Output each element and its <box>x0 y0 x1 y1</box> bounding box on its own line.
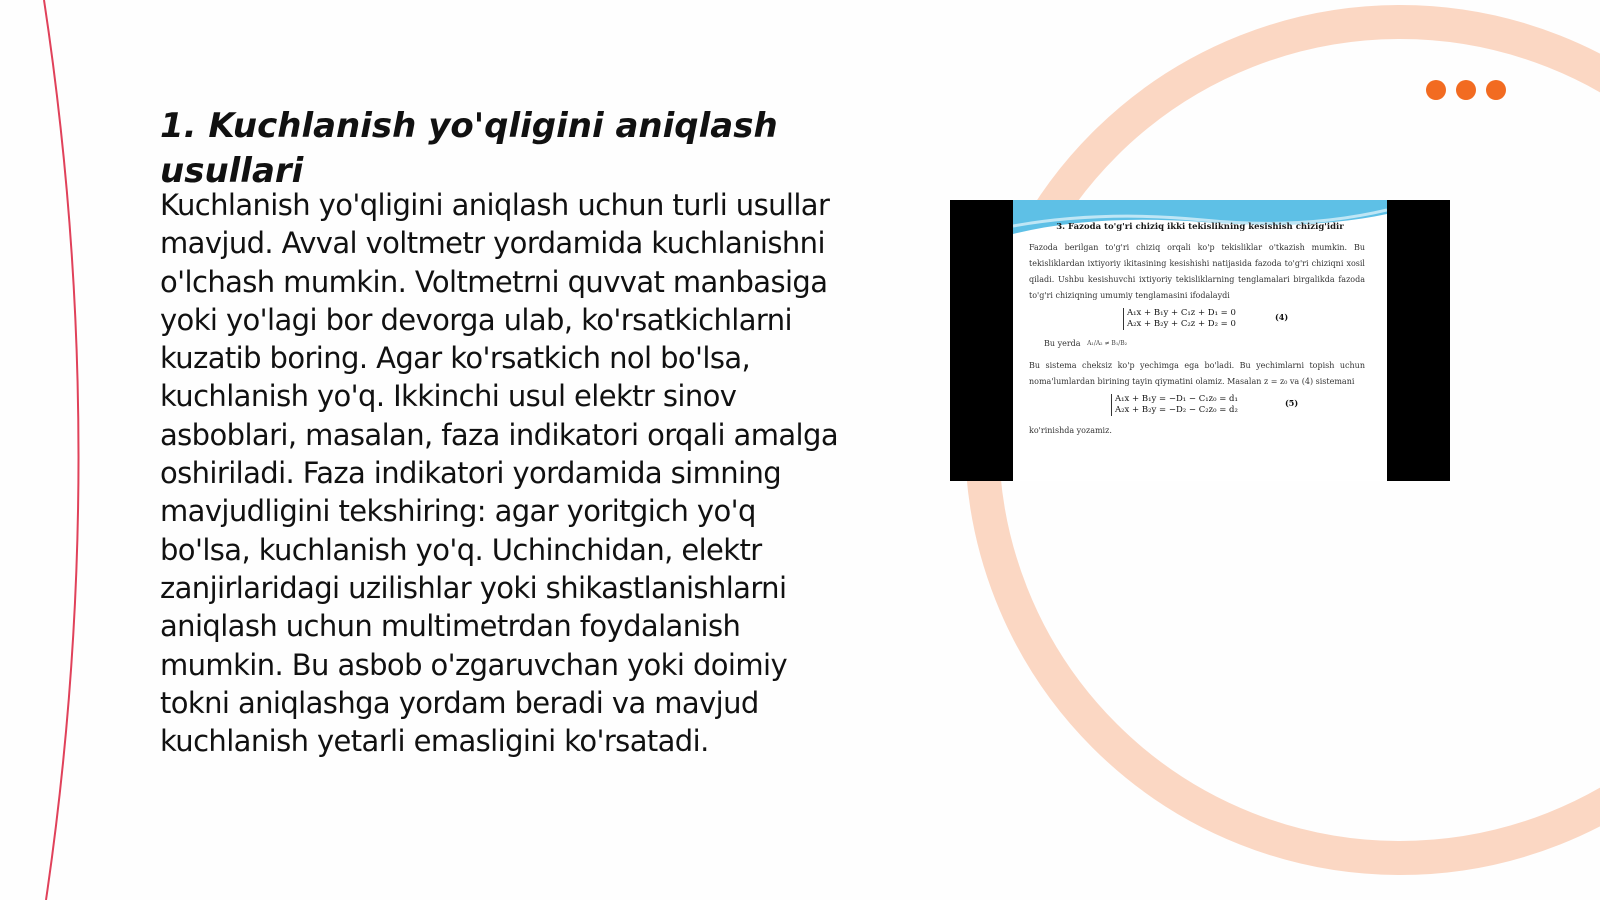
equation-system-5 <box>1013 394 1387 416</box>
slide-body-text: Kuchlanish yo'qligini aniqlash uchun turli usullar mavjud. Avval voltmetr yordamida kuchlanishni o'lchash mumkin. Voltmetrni quvvat manbasiga yoki yo'lagi bor devorga ulab, ko'rsatkichlarni kuzatib boring. Agar ko'rsatkich nol bo'lsa, kuchlanish yo'q. Ikkinchi usul elektr sinov asboblari, masalan, faza indikatori orqali amalga oshiriladi. Faza indikatori yordamida simning mavjudligini tekshiring: agar yoritgich yo'q bo'lsa, kuchlanish yo'q. Uchinchidan, elektr zanjirlaridagi uzilishlar yoki shikastlanishlarni aniqlash uchun multimetrdan foydalanish mumkin. Bu asbob o'zgaruvchan yoki doimiy tokni aniqlashga yordam beradi va mavjud kuchlanish yetarli emasligini ko'rsatadi. <box>160 188 838 759</box>
document-closing-text: ko'rinishda yozamiz. <box>1029 426 1112 435</box>
equation-system-4 <box>1013 308 1387 330</box>
equation-1-line-2: A₂x + B₂y + C₂z + D₂ = 0 <box>1127 319 1236 329</box>
document-page-image <box>1013 200 1387 481</box>
document-paragraph-1: Fazoda berilgan to'g'ri chiziq orqali ko'p tekisliklar o'tkazish mumkin. Bu tekisliklardan ixtiyoriy ikitasining kesishishi natijasida fazoda to'g'ri chiziqni xosil qiladi. Ushbu kesishuvchi ixtiyoriy tekisliklarning tenglamalari birgalikda fazoda to'g'ri chiziqning umumiy tenglamasini ifodalaydi <box>1029 243 1365 300</box>
equation-1-line-1: A₁x + B₁y + C₁z + D₁ = 0 <box>1127 308 1236 318</box>
bu-yerda-label: Bu yerda <box>1044 339 1081 348</box>
video-frame[interactable] <box>950 200 1450 481</box>
bu-yerda-line <box>1044 338 1387 350</box>
dot-2 <box>1456 80 1476 100</box>
equation-number-4: (4) <box>1275 312 1289 322</box>
more-dots-icon[interactable] <box>1426 80 1506 100</box>
red-curve-line <box>44 0 79 900</box>
dot-3 <box>1486 80 1506 100</box>
document-heading: 3. Fazoda to'g'ri chiziq ikki tekislikning kesishish chizig'idir <box>1056 222 1344 232</box>
equation-2-line-2: A₂x + B₂y = −D₂ − C₂z₀ = d₂ <box>1115 405 1238 415</box>
equation-2-line-1: A₁x + B₁y = −D₁ − C₁z₀ = d₁ <box>1115 394 1238 404</box>
document-paragraph-2: Bu sistema cheksiz ko'p yechimga ega bo'ladi. Bu yechimlarni topish uchun noma'lumlardan birining tayin qiymatini olamiz. Masalan z = z₀ va (4) sistemani <box>1029 361 1365 386</box>
page-header-wave <box>1013 200 1387 240</box>
equation-number-5: (5) <box>1285 398 1299 408</box>
slide-title: 1. Kuchlanish yo'qligini aniqlash usullari <box>160 106 778 191</box>
dot-1 <box>1426 80 1446 100</box>
ratio-condition: A₁/A₂ ≠ B₁/B₂ <box>1087 340 1128 347</box>
